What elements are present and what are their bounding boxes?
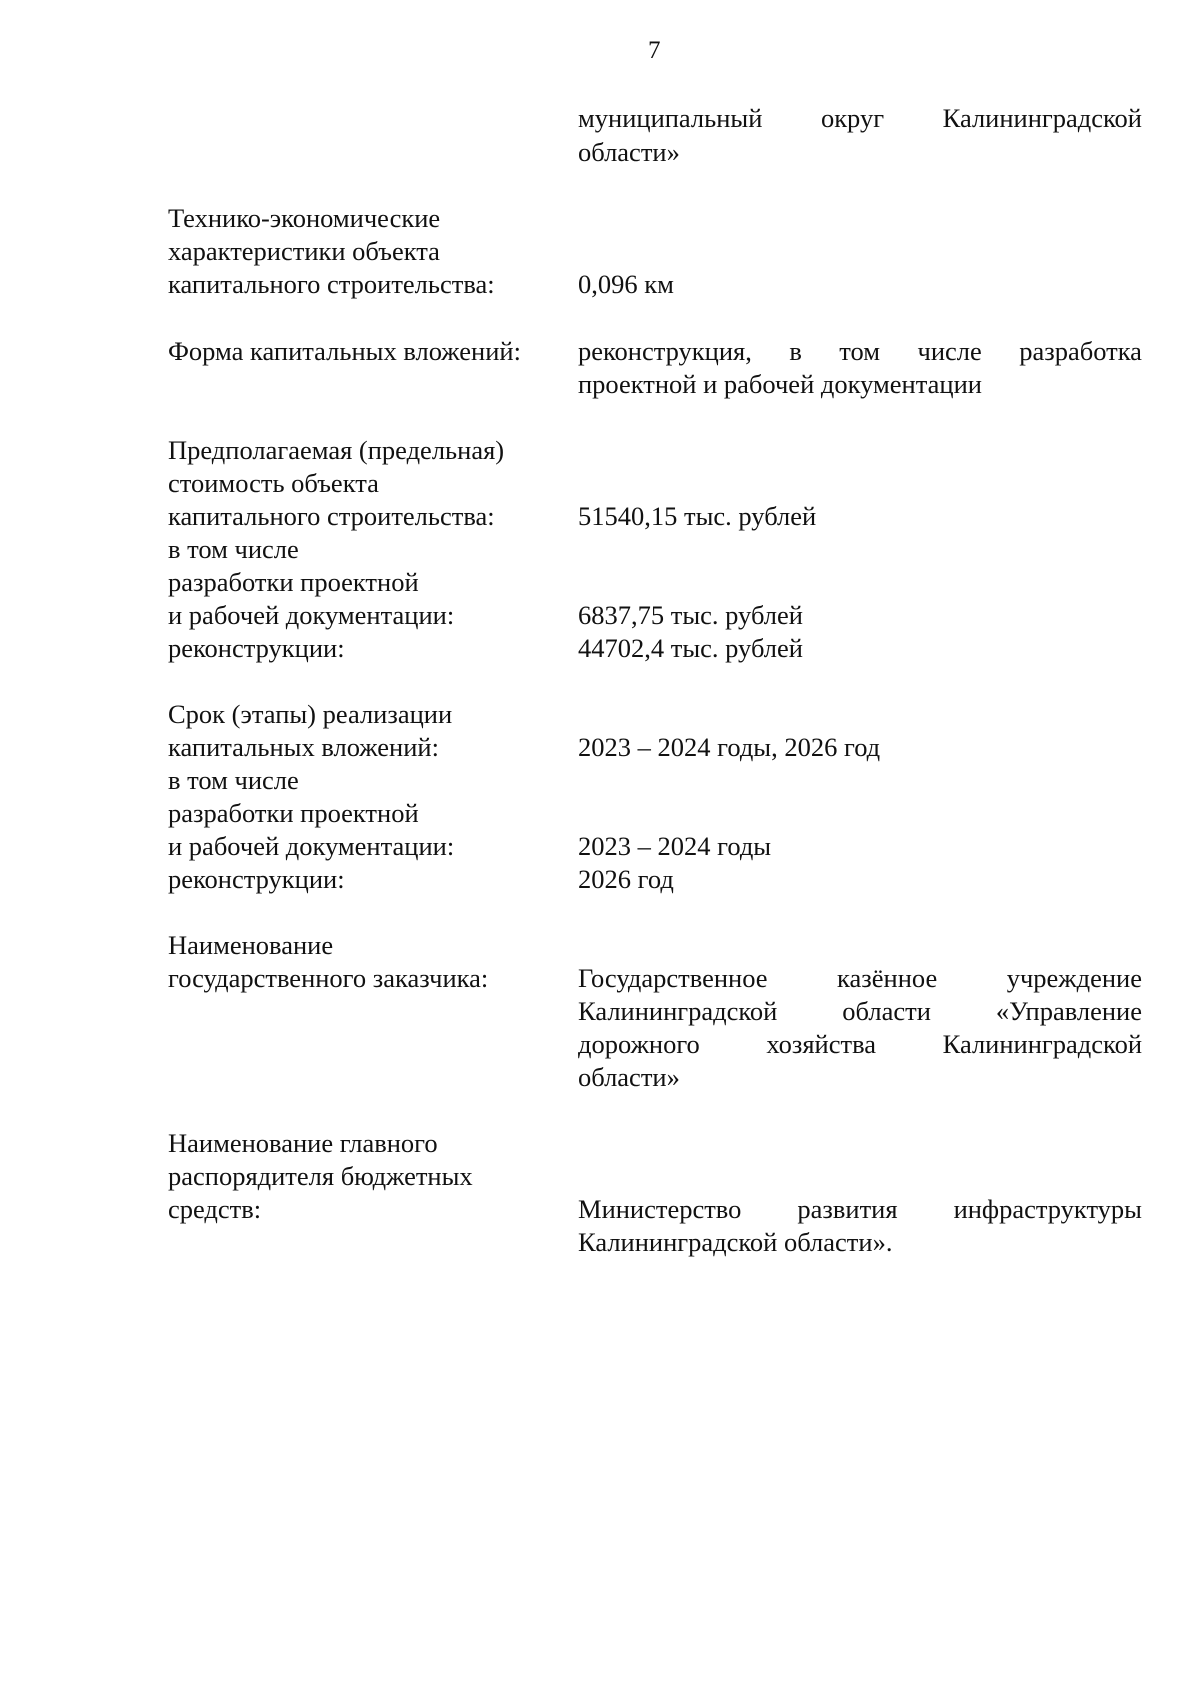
cost-label-4: в том числе	[168, 534, 299, 564]
continuation-line-1	[578, 105, 1142, 132]
investment-form-word: реконструкция,	[578, 336, 752, 366]
customer-word: учреждение	[1006, 963, 1142, 993]
cost-label-3: капитального строительства:	[168, 501, 495, 531]
continuation-word: Калининградской	[942, 103, 1142, 133]
continuation-word: округ	[820, 103, 885, 133]
timeline-label-4: разработки проектной	[168, 798, 419, 828]
timeline-label-6: реконструкции:	[168, 864, 345, 894]
cost-total-value: 51540,15 тыс. рублей	[578, 501, 817, 531]
customer-word: Калининградской	[578, 996, 778, 1026]
budget-manager-word: развития	[797, 1194, 898, 1224]
customer-value-line-2	[578, 998, 1142, 1025]
timeline-label-3: в том числе	[168, 765, 299, 795]
cost-label-1: Предполагаемая (предельная)	[168, 435, 505, 465]
tech-econ-value: 0,096 км	[578, 269, 674, 299]
investment-form-label: Форма капитальных вложений:	[168, 336, 521, 366]
investment-form-value-line-2: проектной и рабочей документации	[578, 369, 982, 399]
budget-manager-value-line-2: Калининградской области».	[578, 1227, 893, 1257]
customer-value-line-4: области»	[578, 1062, 680, 1092]
cost-label-2: стоимость объекта	[168, 468, 379, 498]
investment-form-word: числе	[917, 336, 982, 366]
timeline-label-2: капитальных вложений:	[168, 732, 439, 762]
tech-econ-label-2: характеристики объекта	[168, 236, 440, 266]
customer-word: дорожного	[578, 1029, 700, 1059]
customer-word: казённое	[837, 963, 938, 993]
customer-label-2: государственного заказчика:	[168, 963, 489, 993]
cost-label-6: и рабочей документации:	[168, 600, 455, 630]
customer-word: области	[842, 996, 931, 1026]
timeline-label-1: Срок (этапы) реализации	[168, 699, 453, 729]
investment-form-word: том	[839, 336, 881, 366]
budget-manager-label-2: распорядителя бюджетных	[168, 1161, 473, 1191]
customer-word: «Управление	[995, 996, 1142, 1026]
customer-word: хозяйства	[766, 1029, 877, 1059]
tech-econ-label-1: Технико-экономические	[168, 203, 441, 233]
continuation-word: муниципальный	[578, 103, 763, 133]
cost-label-5: разработки проектной	[168, 567, 419, 597]
customer-word: Государственное	[578, 963, 768, 993]
timeline-reconstruction-value: 2026 год	[578, 864, 674, 894]
investment-form-value-line-1	[578, 338, 1142, 365]
cost-reconstruction-value: 44702,4 тыс. рублей	[578, 633, 803, 663]
customer-label-1: Наименование	[168, 930, 334, 960]
budget-manager-value-line-1	[578, 1196, 1142, 1223]
cost-design-value: 6837,75 тыс. рублей	[578, 600, 803, 630]
budget-manager-word: инфраструктуры	[953, 1194, 1142, 1224]
budget-manager-label-3: средств:	[168, 1194, 262, 1224]
timeline-design-value: 2023 – 2024 годы	[578, 831, 772, 861]
budget-manager-label-1: Наименование главного	[168, 1128, 438, 1158]
cost-label-7: реконструкции:	[168, 633, 345, 663]
investment-form-word: разработка	[1019, 336, 1142, 366]
page-number: 7	[648, 37, 661, 64]
continuation-line-2: области»	[578, 137, 680, 167]
timeline-label-5: и рабочей документации:	[168, 831, 455, 861]
budget-manager-word: Министерство	[578, 1194, 742, 1224]
customer-word: Калининградской	[942, 1029, 1142, 1059]
customer-value-line-1	[578, 965, 1142, 992]
timeline-total-value: 2023 – 2024 годы, 2026 год	[578, 732, 881, 762]
investment-form-word: в	[789, 336, 802, 366]
tech-econ-label-3: капитального строительства:	[168, 269, 495, 299]
customer-value-line-3	[578, 1031, 1142, 1058]
